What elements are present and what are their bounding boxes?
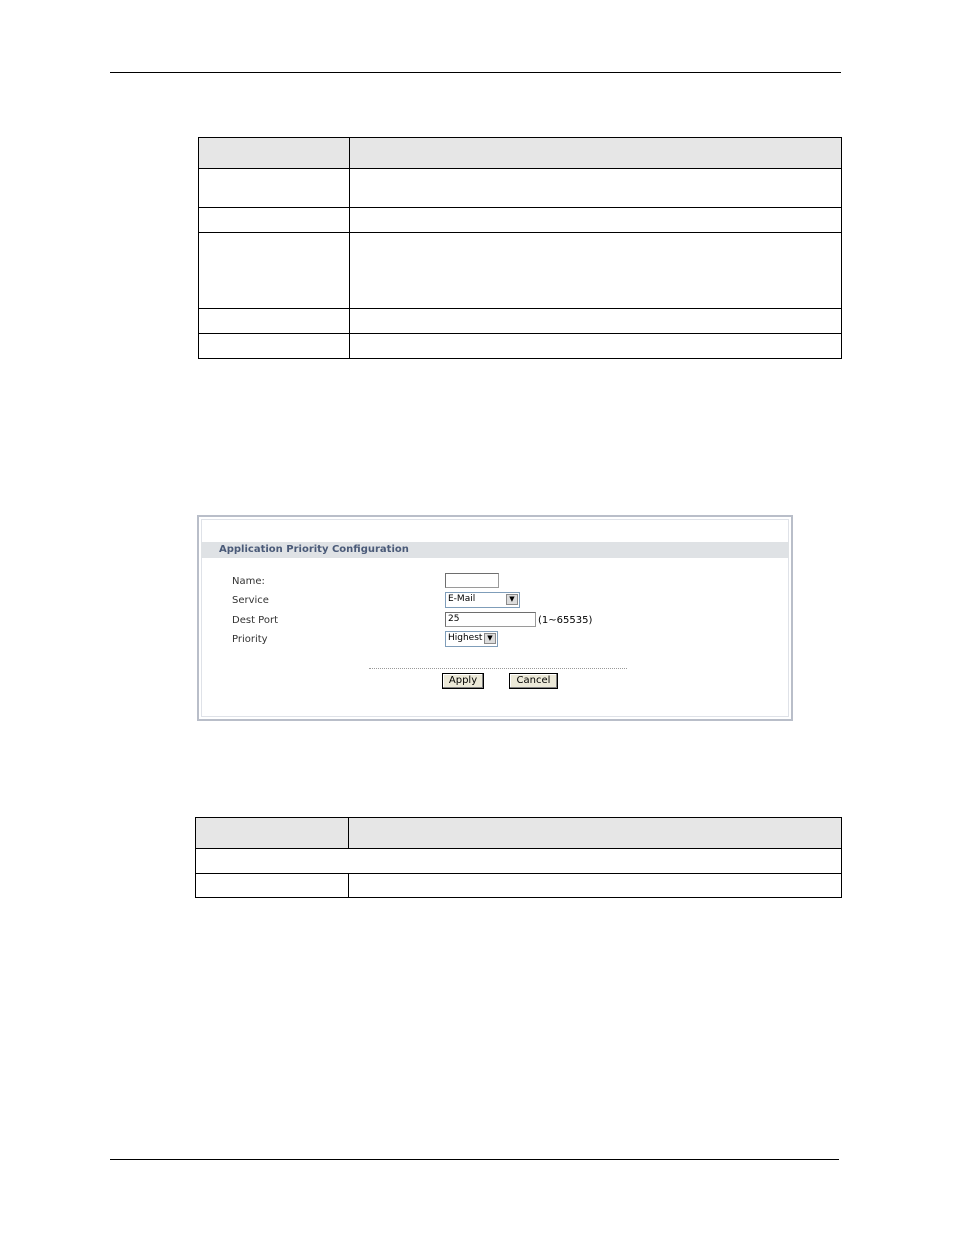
- header-rule: [110, 72, 841, 73]
- description-table-2: [195, 817, 842, 898]
- divider: [369, 668, 627, 669]
- chevron-down-icon[interactable]: ▼: [506, 594, 518, 605]
- footer-rule: [110, 1159, 839, 1160]
- dest-port-input[interactable]: 25: [445, 612, 536, 627]
- service-selected-value: E-Mail: [448, 594, 476, 604]
- table-row: [199, 169, 842, 208]
- name-label: Name:: [232, 576, 265, 587]
- service-label: Service: [232, 595, 269, 606]
- dest-port-range-hint: (1~65535): [538, 615, 593, 626]
- panel-title: Application Priority Configuration: [201, 542, 789, 558]
- apply-button[interactable]: Apply: [442, 673, 484, 689]
- table-row: [199, 334, 842, 359]
- table-row: [196, 874, 842, 898]
- priority-select[interactable]: [445, 631, 498, 647]
- cancel-button[interactable]: Cancel: [509, 673, 558, 689]
- table-header-row: [199, 138, 842, 169]
- service-select[interactable]: [445, 592, 520, 608]
- table-header-row: [196, 818, 842, 849]
- dest-port-label: Dest Port: [232, 615, 278, 626]
- chevron-down-icon[interactable]: ▼: [484, 633, 496, 644]
- priority-label: Priority: [232, 634, 268, 645]
- table-row: [199, 309, 842, 334]
- name-input[interactable]: [445, 573, 499, 588]
- description-table-1: [198, 137, 842, 359]
- priority-selected-value: Highest: [448, 633, 483, 643]
- table-row: [199, 233, 842, 309]
- application-priority-panel: [197, 515, 793, 721]
- table-row: [196, 849, 842, 874]
- table-row: [199, 208, 842, 233]
